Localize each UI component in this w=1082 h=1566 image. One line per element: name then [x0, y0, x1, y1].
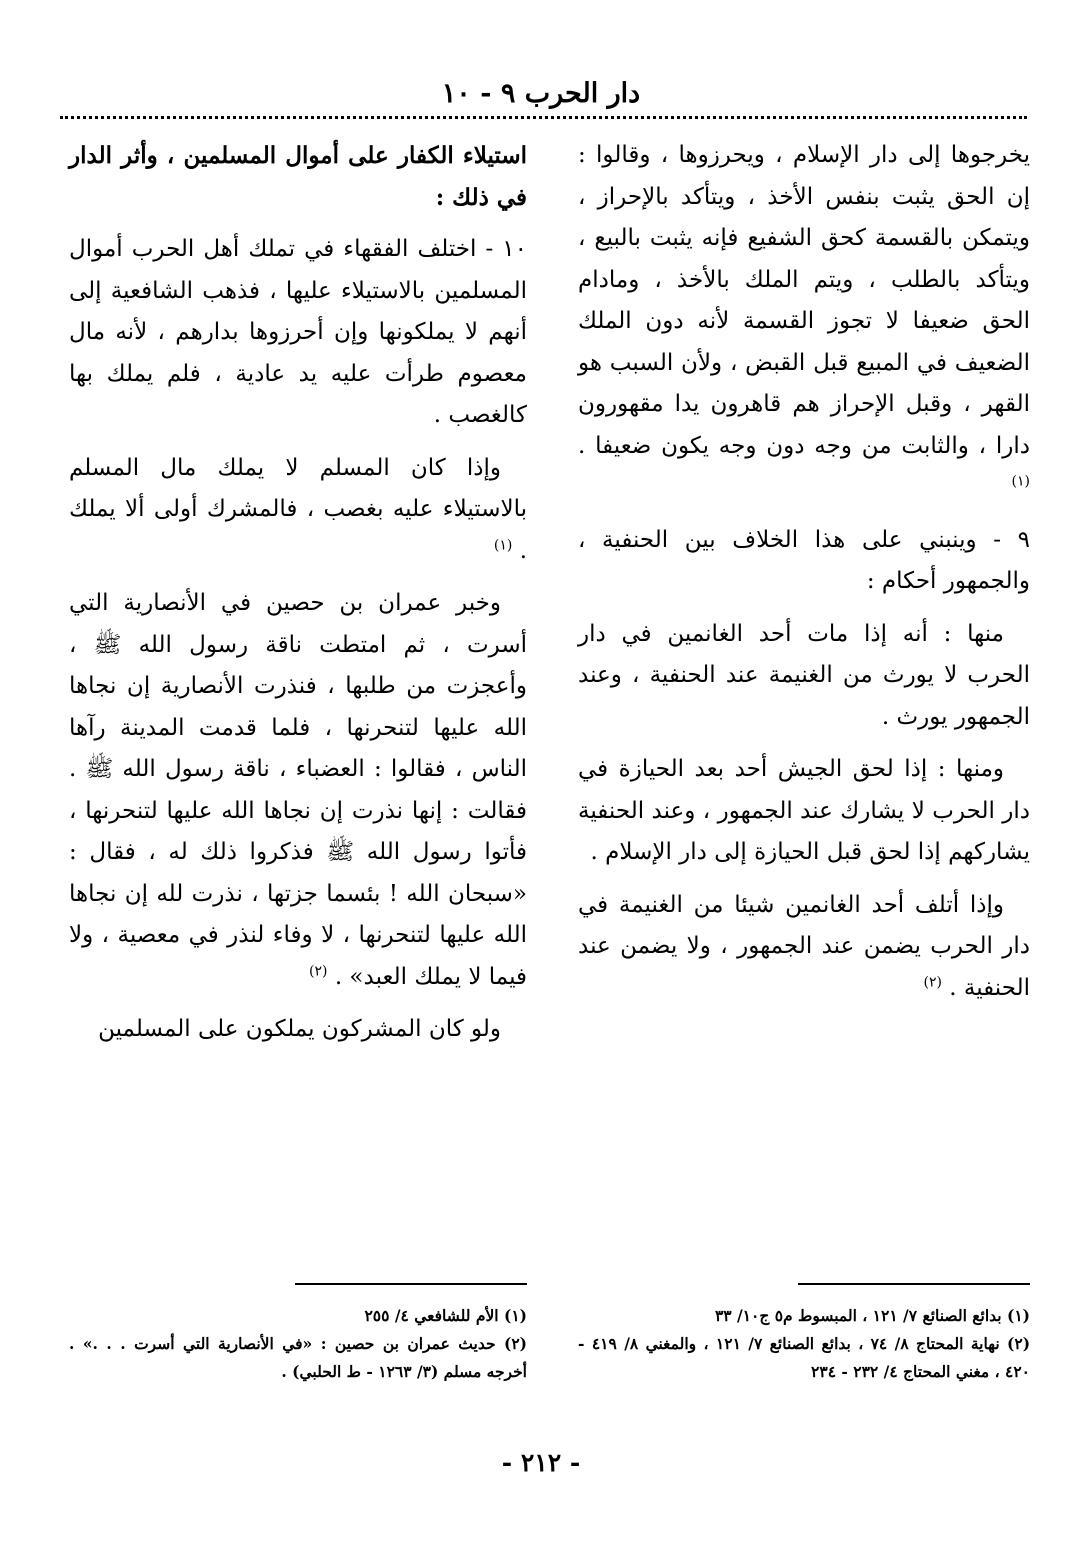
paragraph-text: وخبر عمران بن حصين في الأنصارية التي أسرت ، ثم امتطت ناقة رسول الله ﷺ ، وأعجزت من طلبها ، فنذرت الأنصارية إن نجاها الله عليها لتنحرنها ، فلما قدمت المدينة رآها الناس ، فقالوا : العضباء ، ناقة رسول الله ﷺ . فقالت : إنها نذرت إن نجاها الله عليها لتنحرنها ، فأتوا رسول الله ﷺ فذكروا ذلك له ، فقال : «سبحان الله ! بئسما جزتها ، نذرت لله إن نجاها الله عليها لتنحرنها ، لا وفاء لنذر في معصية ، ولا فيما لا يملك العبد» . — [69, 590, 527, 990]
running-header: دار الحرب ٩ - ١٠ — [441, 78, 641, 109]
paragraph — [69, 583, 527, 998]
footnote: (٢) نهاية المحتاج ٨/ ٧٤ ، بدائع الصنائع ٧/ ١٢١ ، والمغني ٨/ ٤١٩ - ٤٢٠ ، مغني المحتاج ٤/ ٢٣٢ - ٢٣٤ — [578, 1334, 1031, 1381]
paragraph-text: ومنها : إذا لحق الجيش أحد بعد الحيازة في دار الحرب لا يشارك عند الجمهور ، وعند الحنفية يشاركهم إذا لحق قبل الحيازة إلى دار الإسلام . — [578, 756, 1030, 865]
paragraph — [69, 1009, 527, 1051]
footnote: (٢) حديث عمران بن حصين : «في الأنصارية التي أسرت . . .» . أخرجه مسلم (٣/ ١٢٦٣ - ط الحلبي) . — [69, 1334, 527, 1381]
paragraph — [69, 229, 527, 437]
paragraph — [578, 885, 1030, 1010]
footnote-ref[interactable]: (١) — [1011, 473, 1030, 490]
paragraph — [69, 448, 527, 573]
paragraph — [578, 749, 1030, 874]
paragraph-text: ١٠ - اختلف الفقهاء في تملك أهل الحرب أموال المسلمين بالاستيلاء عليها ، فذهب الشافعية إلى أنهم لا يملكونها وإن أحرزوها بدارهم ، لأنه مال معصوم طرأت عليه يد عادية ، فلم يملك بها كالغصب . — [69, 236, 527, 428]
page-number: - ٢١٢ - — [501, 1448, 581, 1477]
section-heading: استيلاء الكفار على أموال المسلمين ، وأثر الدار في ذلك : — [69, 142, 527, 211]
paragraph-text: منها : أنه إذا مات أحد الغانمين في دار الحرب لا يورث من الغنيمة عند الحنفية ، وعند الجمهور يورث . — [578, 620, 1030, 730]
paragraph-text: وإذا كان المسلم لا يملك مال المسلم بالاستيلاء عليه بغصب ، فالمشرك أولى ألا يملك . — [69, 454, 527, 564]
footnote-divider — [295, 1283, 527, 1285]
paragraph — [578, 614, 1030, 739]
footnote: (١) بدائع الصنائع ٧/ ١٢١ ، المبسوط م٥ ج١٠/ ٣٣ — [714, 1306, 1030, 1325]
paragraph — [578, 520, 1030, 603]
footnote: (١) الأم للشافعي ٤/ ٢٥٥ — [364, 1306, 527, 1325]
footnotes-right — [578, 1302, 1030, 1386]
paragraph-text: ٩ - وينبني على هذا الخلاف بين الحنفية ، والجمهور أحكام : — [578, 526, 1030, 594]
header-dotted-rule — [60, 116, 1027, 119]
footnotes-left — [69, 1302, 527, 1386]
footnote-ref[interactable]: (١) — [493, 536, 513, 553]
footnote-ref[interactable]: (٢) — [923, 973, 942, 990]
footnote-ref[interactable]: (٢) — [309, 962, 328, 979]
paragraph-text: يخرجوها إلى دار الإسلام ، ويحرزوها ، وقالوا : إن الحق يثبت بنفس الأخذ ، ويتأكد بالإحراز ، ويتمكن بالقسمة كحق الشفيع فإنه يثبت بالبيع ، ويتأكد بالطلب ، ويتم الملك بالأخذ ، ومادام الحق ضعيفا لا تجوز القسمة لأنه دون الملك الضعيف في المبيع قبل القبض ، ولأن السبب هو القهر ، وقبل الإحراز هم قاهرون يدا مقهورون دارا ، والثابت من وجه دون وجه يكون ضعيفا . — [578, 142, 1030, 459]
right-column — [578, 135, 1030, 1009]
footnote-divider — [798, 1283, 1030, 1285]
paragraph-text: وإذا أتلف أحد الغانمين شيئا من الغنيمة في دار الحرب يضمن عند الجمهور ، ولا يضمن عند الحنفية . — [578, 891, 1030, 1001]
paragraph — [578, 135, 1030, 509]
left-column — [69, 135, 527, 1051]
paragraph-text: ولو كان المشركون يملكون على المسلمين — [98, 1016, 501, 1042]
